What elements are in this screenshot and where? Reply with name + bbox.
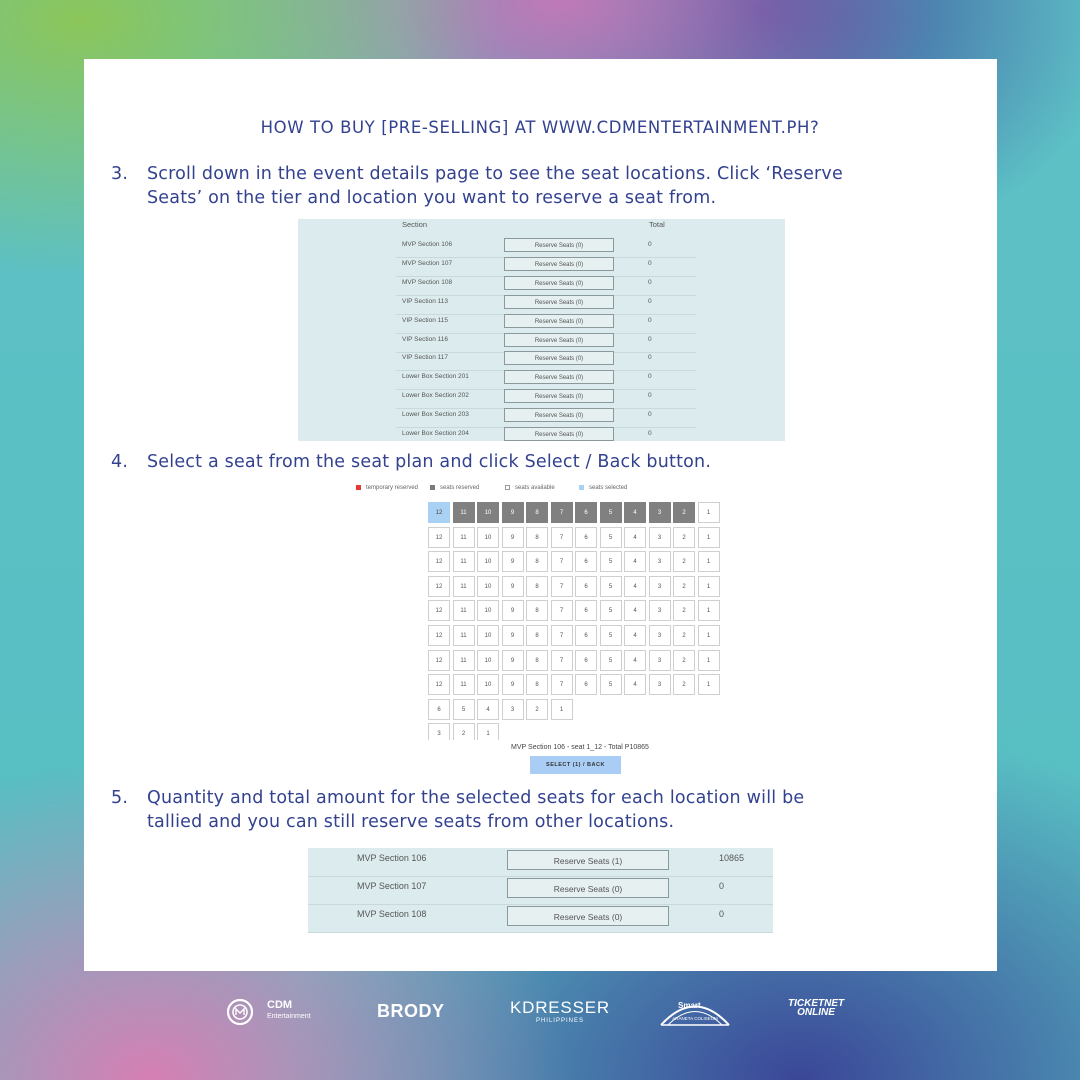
seat-available[interactable]: 2 <box>673 576 695 597</box>
seat-available[interactable]: 10 <box>477 576 499 597</box>
seat-available[interactable]: 4 <box>624 551 646 572</box>
seat-available[interactable]: 4 <box>624 527 646 548</box>
seat-available[interactable]: 11 <box>453 625 475 646</box>
seat-available[interactable]: 7 <box>551 600 573 621</box>
seat-available[interactable]: 11 <box>453 674 475 695</box>
section-name: MVP Section 106 <box>402 241 453 248</box>
seat-reserved[interactable]: 9 <box>502 502 524 523</box>
step-text-line: Scroll down in the event details page to see the seat locations. Click ‘Reserve <box>147 164 843 184</box>
legend-temporary-reserved <box>356 485 418 491</box>
seat-available[interactable]: 8 <box>526 625 548 646</box>
seat-available[interactable]: 3 <box>649 551 671 572</box>
seat-available[interactable]: 2 <box>453 723 475 740</box>
cdm-subtext: Entertainment <box>267 1013 311 1020</box>
seat-available[interactable]: 9 <box>502 527 524 548</box>
section-name: MVP Section 107 <box>357 881 427 891</box>
section-total: 10865 <box>719 853 745 863</box>
legend-seats-available <box>505 485 555 491</box>
step-number: 5. <box>111 788 129 808</box>
smart-text: Smart <box>678 1001 701 1010</box>
section-total: 0 <box>648 373 652 381</box>
seat-available[interactable]: 9 <box>502 625 524 646</box>
legend-label: seats selected <box>589 485 628 492</box>
cdm-text: CDM <box>267 999 293 1011</box>
section-total: 0 <box>719 909 725 919</box>
section-name: VIP Section 113 <box>402 297 449 305</box>
step-4 <box>111 450 991 476</box>
total-header: Total <box>649 220 665 229</box>
step-text-line: Select a seat from the seat plan and click Select / Back button. <box>147 452 712 472</box>
seat-available[interactable]: 3 <box>649 576 671 597</box>
seat-available[interactable]: 9 <box>502 551 524 572</box>
section-total: 0 <box>648 297 652 305</box>
seat-available[interactable]: 10 <box>477 527 499 548</box>
seat-available[interactable]: 7 <box>551 650 573 671</box>
seat-available[interactable]: 10 <box>477 650 499 671</box>
cdm-wordmark <box>267 1000 311 1022</box>
seat-available[interactable]: 5 <box>453 699 475 720</box>
reserve-seats-button[interactable]: Reserve Seats (0) <box>504 351 614 365</box>
page-title: HOW TO BUY [PRE-SELLING] AT WWW.CDMENTERTAINMENT.PH? <box>260 118 820 137</box>
step-5 <box>111 786 991 836</box>
step-text-line: Seats’ on the tier and location you want to reserve a seat from. <box>147 188 717 208</box>
seat-available[interactable]: 4 <box>624 625 646 646</box>
kdresser-logo <box>510 998 610 1024</box>
section-name: MVP Section 108 <box>402 278 453 286</box>
seat-available[interactable]: 12 <box>428 674 450 695</box>
ticketnet-logo <box>788 999 844 1017</box>
seat-available[interactable]: 3 <box>649 674 671 695</box>
seat-available[interactable]: 2 <box>673 674 695 695</box>
seat-available[interactable]: 10 <box>477 600 499 621</box>
seat-available[interactable]: 1 <box>698 527 720 548</box>
section-total: 0 <box>648 354 652 362</box>
seat-available[interactable]: 7 <box>551 674 573 695</box>
sponsor-logos <box>0 990 1080 1040</box>
seat-available[interactable]: 1 <box>698 650 720 671</box>
seat-available[interactable]: 4 <box>624 576 646 597</box>
seat-available[interactable]: 3 <box>649 650 671 671</box>
section-row <box>396 408 696 428</box>
seat-available[interactable]: 6 <box>575 551 597 572</box>
seat-available[interactable]: 10 <box>477 551 499 572</box>
seat-available[interactable]: 11 <box>453 527 475 548</box>
cdm-mark-icon <box>220 996 262 1026</box>
section-name: Lower Box Section 203 <box>402 411 469 419</box>
summary-row <box>308 876 773 905</box>
seat-available[interactable]: 9 <box>502 674 524 695</box>
section-list-screenshot <box>298 219 785 441</box>
seat-available[interactable]: 8 <box>526 551 548 572</box>
section-total: 0 <box>719 881 725 891</box>
seat-available[interactable]: 6 <box>575 600 597 621</box>
seat-reserved[interactable]: 7 <box>551 502 573 523</box>
seat-reserved[interactable]: 6 <box>575 502 597 523</box>
seat-available[interactable]: 3 <box>502 699 524 720</box>
legend-swatch <box>579 485 584 490</box>
araneta-logo <box>658 992 732 1032</box>
seat-reserved[interactable]: 10 <box>477 502 499 523</box>
section-name: MVP Section 106 <box>357 853 427 863</box>
legend-seats-reserved <box>430 485 479 491</box>
step-text-line: Quantity and total amount for the selected seats for each location will be <box>147 788 805 808</box>
seat-available[interactable]: 4 <box>624 650 646 671</box>
reserve-seats-button[interactable]: Reserve Seats (0) <box>504 276 614 290</box>
seat-available[interactable]: 3 <box>649 625 671 646</box>
seat-available[interactable]: 2 <box>673 600 695 621</box>
reserve-seats-button[interactable]: Reserve Seats (0) <box>507 906 669 926</box>
section-row <box>396 427 696 441</box>
seat-available[interactable]: 7 <box>551 551 573 572</box>
reserve-seats-button[interactable]: Reserve Seats (0) <box>504 389 614 403</box>
seat-available[interactable]: 4 <box>624 600 646 621</box>
seat-available[interactable]: 11 <box>453 576 475 597</box>
section-total: 0 <box>648 411 652 419</box>
section-name: VIP Section 117 <box>402 354 449 362</box>
section-total: 0 <box>648 316 652 324</box>
section-name: MVP Section 107 <box>402 259 453 267</box>
seat-available[interactable]: 4 <box>624 674 646 695</box>
seat-available[interactable]: 9 <box>502 600 524 621</box>
selection-caption: MVP Section 106 - seat 1_12 - Total P10865 <box>511 744 649 751</box>
seat-available[interactable]: 5 <box>600 527 622 548</box>
seat-available[interactable]: 12 <box>428 527 450 548</box>
section-header: Section <box>402 220 428 229</box>
legend-label: seats available <box>515 485 555 492</box>
seat-plan <box>428 502 728 740</box>
seat-available[interactable]: 6 <box>428 699 450 720</box>
seat-available[interactable]: 2 <box>526 699 548 720</box>
legend-seats-selected <box>579 485 627 491</box>
seat-available[interactable]: 5 <box>600 551 622 572</box>
section-total: 0 <box>648 241 652 248</box>
summary-row <box>308 848 773 877</box>
section-row <box>396 351 696 371</box>
seat-available[interactable]: 5 <box>600 576 622 597</box>
seat-available[interactable]: 1 <box>698 502 720 523</box>
section-row <box>396 276 696 296</box>
seat-available[interactable]: 9 <box>502 650 524 671</box>
seat-available[interactable]: 5 <box>600 600 622 621</box>
section-row <box>396 257 696 277</box>
seat-available[interactable]: 7 <box>551 527 573 548</box>
seat-available[interactable]: 10 <box>477 625 499 646</box>
section-name: MVP Section 108 <box>357 909 427 919</box>
seat-available[interactable]: 5 <box>600 674 622 695</box>
seat-available[interactable]: 6 <box>575 650 597 671</box>
summary-table-screenshot <box>308 848 773 933</box>
step-number: 4. <box>111 452 129 472</box>
seat-available[interactable]: 1 <box>698 600 720 621</box>
seat-available[interactable]: 6 <box>575 527 597 548</box>
seat-available[interactable]: 11 <box>453 551 475 572</box>
seat-available[interactable]: 12 <box>428 600 450 621</box>
seat-available[interactable]: 9 <box>502 576 524 597</box>
seat-available[interactable]: 4 <box>477 699 499 720</box>
reserve-seats-button[interactable]: Reserve Seats (0) <box>504 408 614 422</box>
seat-reserved[interactable]: 3 <box>649 502 671 523</box>
legend-label: seats reserved <box>440 485 480 492</box>
seat-available[interactable]: 12 <box>428 576 450 597</box>
brody-logo: BRODY <box>377 1001 445 1021</box>
seat-available[interactable]: 10 <box>477 674 499 695</box>
summary-row <box>308 904 773 933</box>
section-name: VIP Section 116 <box>402 335 449 343</box>
seat-available[interactable]: 1 <box>698 576 720 597</box>
seat-available[interactable]: 1 <box>477 723 499 740</box>
seat-available[interactable]: 2 <box>673 527 695 548</box>
legend-swatch <box>430 485 435 490</box>
section-total: 0 <box>648 430 652 437</box>
seat-available[interactable]: 6 <box>575 576 597 597</box>
seat-available[interactable]: 12 <box>428 551 450 572</box>
seat-available[interactable]: 11 <box>453 650 475 671</box>
reserve-seats-button[interactable]: Reserve Seats (1) <box>507 850 669 870</box>
reserve-seats-button[interactable]: Reserve Seats (0) <box>504 257 614 271</box>
legend-swatch <box>505 485 510 490</box>
seat-available[interactable]: 7 <box>551 625 573 646</box>
seat-available[interactable]: 8 <box>526 600 548 621</box>
reserve-seats-button[interactable]: Reserve Seats (0) <box>504 314 614 328</box>
seat-available[interactable]: 8 <box>526 576 548 597</box>
seat-available[interactable]: 12 <box>428 625 450 646</box>
step-text-line: tallied and you can still reserve seats from other locations. <box>147 812 675 832</box>
seat-available[interactable]: 2 <box>673 650 695 671</box>
reserve-seats-button[interactable]: Reserve Seats (0) <box>507 878 669 898</box>
section-row <box>396 295 696 315</box>
section-total: 0 <box>648 392 652 400</box>
section-total: 0 <box>648 335 652 343</box>
cdm-logo <box>220 996 262 1030</box>
ticketnet-subtext: ONLINE <box>797 1007 835 1018</box>
seat-available[interactable]: 8 <box>526 674 548 695</box>
seat-available[interactable]: 6 <box>575 674 597 695</box>
seat-available[interactable]: 8 <box>526 650 548 671</box>
section-row <box>396 389 696 409</box>
seat-reserved[interactable]: 4 <box>624 502 646 523</box>
reserve-seats-button[interactable]: Reserve Seats (0) <box>504 427 614 441</box>
seat-reserved[interactable]: 8 <box>526 502 548 523</box>
select-back-button[interactable]: SELECT (1) / BACK <box>530 756 621 774</box>
reserve-seats-button[interactable]: Reserve Seats (0) <box>504 238 614 252</box>
seat-available[interactable]: 3 <box>428 723 450 740</box>
section-total: 0 <box>648 259 652 267</box>
seat-available[interactable]: 5 <box>600 625 622 646</box>
seat-available[interactable]: 3 <box>649 527 671 548</box>
seat-available[interactable]: 8 <box>526 527 548 548</box>
seat-available[interactable]: 2 <box>673 551 695 572</box>
section-name: Lower Box Section 202 <box>402 392 469 400</box>
seat-available[interactable]: 11 <box>453 600 475 621</box>
legend-swatch <box>356 485 361 490</box>
section-row <box>396 370 696 390</box>
ticketnet-text: TICKETNET <box>788 998 845 1009</box>
kdresser-text: KDRESSER <box>510 998 610 1017</box>
seat-available[interactable]: 2 <box>673 625 695 646</box>
seat-reserved[interactable]: 11 <box>453 502 475 523</box>
seat-available[interactable]: 7 <box>551 576 573 597</box>
araneta-dome-icon <box>658 992 732 1028</box>
section-name: VIP Section 115 <box>402 316 449 324</box>
kdresser-subtext: PHILIPPINES <box>535 1018 584 1024</box>
step-number: 3. <box>111 164 129 184</box>
seat-reserved[interactable]: 5 <box>600 502 622 523</box>
seat-available[interactable]: 6 <box>575 625 597 646</box>
seat-reserved[interactable]: 2 <box>673 502 695 523</box>
step-3 <box>111 162 991 212</box>
reserve-seats-button[interactable]: Reserve Seats (0) <box>504 333 614 347</box>
seat-selected[interactable]: 12 <box>428 502 450 523</box>
seat-available[interactable]: 12 <box>428 650 450 671</box>
section-name: Lower Box Section 204 <box>402 430 469 437</box>
section-row <box>396 333 696 353</box>
seat-available[interactable]: 1 <box>698 625 720 646</box>
seat-available[interactable]: 5 <box>600 650 622 671</box>
seat-available[interactable]: 1 <box>551 699 573 720</box>
section-row <box>396 314 696 334</box>
seat-available[interactable]: 3 <box>649 600 671 621</box>
reserve-seats-button[interactable]: Reserve Seats (0) <box>504 370 614 384</box>
reserve-seats-button[interactable]: Reserve Seats (0) <box>504 295 614 309</box>
section-total: 0 <box>648 278 652 286</box>
seat-available[interactable]: 1 <box>698 551 720 572</box>
legend-label: temporary reserved <box>366 485 419 492</box>
section-name: Lower Box Section 201 <box>402 373 469 381</box>
section-row <box>396 238 696 258</box>
seat-available[interactable]: 1 <box>698 674 720 695</box>
araneta-text: ARANETA COLISEUM <box>672 1016 718 1021</box>
